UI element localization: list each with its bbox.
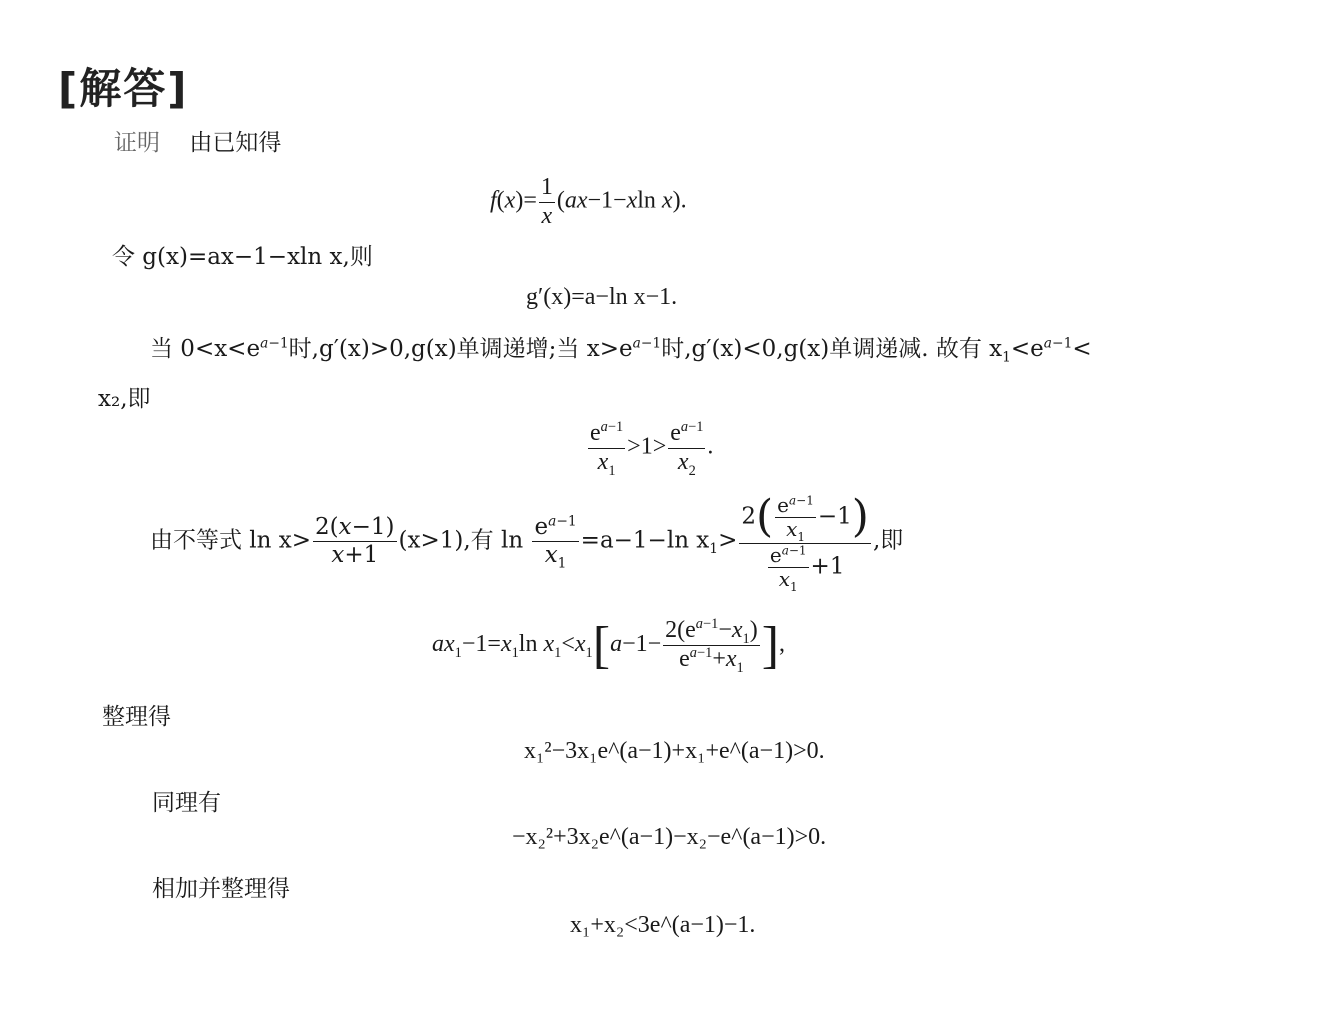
add-and-simplify-label: 相加并整理得 [152, 876, 290, 902]
text-part: (x>1),有 ln [398, 527, 524, 554]
equation-f: f(x)= $\frac{1}{x}$ (ax−1−xln x). [490, 174, 687, 229]
log-inequality-line: 由不等式 ln x> $\frac{2(x-1)}{x+1}$ (x>1),有 ln $\frac{e^{a-1}}{x_1}$ =a−1−ln $x_1>$ 2( $\frac{e^{a-1}}{x_1}$ −1) $\frac{e^{a-1}}{x_1}$ +1 ,即 [150, 491, 904, 594]
text-part: 由不等式 ln x> [150, 527, 312, 554]
define-g: 令 g(x)=ax−1−xln x,则 [112, 244, 373, 270]
proof-label: 证明 [114, 130, 160, 156]
equation-g-prime: g′(x)=a−ln x−1. [526, 284, 678, 310]
answer-heading: [解答] [58, 64, 189, 113]
equation-conclusion: x₁+x₂<3e^(a−1)−1. [570, 912, 756, 938]
text-part: ,即 [872, 527, 904, 554]
simplify-label: 整理得 [102, 704, 171, 730]
text-part: 时,g′(x)<0,g(x)单调递减. 故有 x [661, 336, 1003, 362]
equation-x2-quadratic: −x₂²+3x₂e^(a−1)−x₂−e^(a−1)>0. [512, 824, 827, 850]
text-part: < [1072, 336, 1092, 362]
continuation-text: x₂,即 [98, 386, 151, 412]
equation-inequality-ratio: $\frac{e^{a-1}}{x_1}$ >1> $\frac{e^{a-1}}{x_2}$ . [590, 419, 714, 479]
similarly-label: 同理有 [152, 790, 221, 816]
equation-ax1: $ax_1-1=x_1\ln$ $x_1<x_1[a-1-$ $\frac{2(e^{a-1}-x_1)}{e^{a-1}+x_1}$ ], [432, 616, 786, 676]
proof-intro [114, 124, 281, 157]
text-part: =a−1−ln x [580, 527, 710, 554]
equation-x1-quadratic: x₁²−3x₁e^(a−1)+x₁+e^(a−1)>0. [524, 738, 825, 764]
text-part: 当 0<x<e [150, 336, 261, 362]
text-part: 时,g′(x)>0,g(x)单调递增;当 x>e [288, 336, 633, 362]
text-part: <e [1010, 336, 1044, 362]
proof-intro-text: 由已知得 [189, 130, 282, 156]
monotonicity-text: 当 $0<x<e^{a-1}$时,g′(x)>0,g(x)单调递增;当 $x>e^{a-1}$时,g′(x)<0,g(x)单调递减. 故有 $x_1<e^{a-1}<$ [150, 335, 1092, 366]
